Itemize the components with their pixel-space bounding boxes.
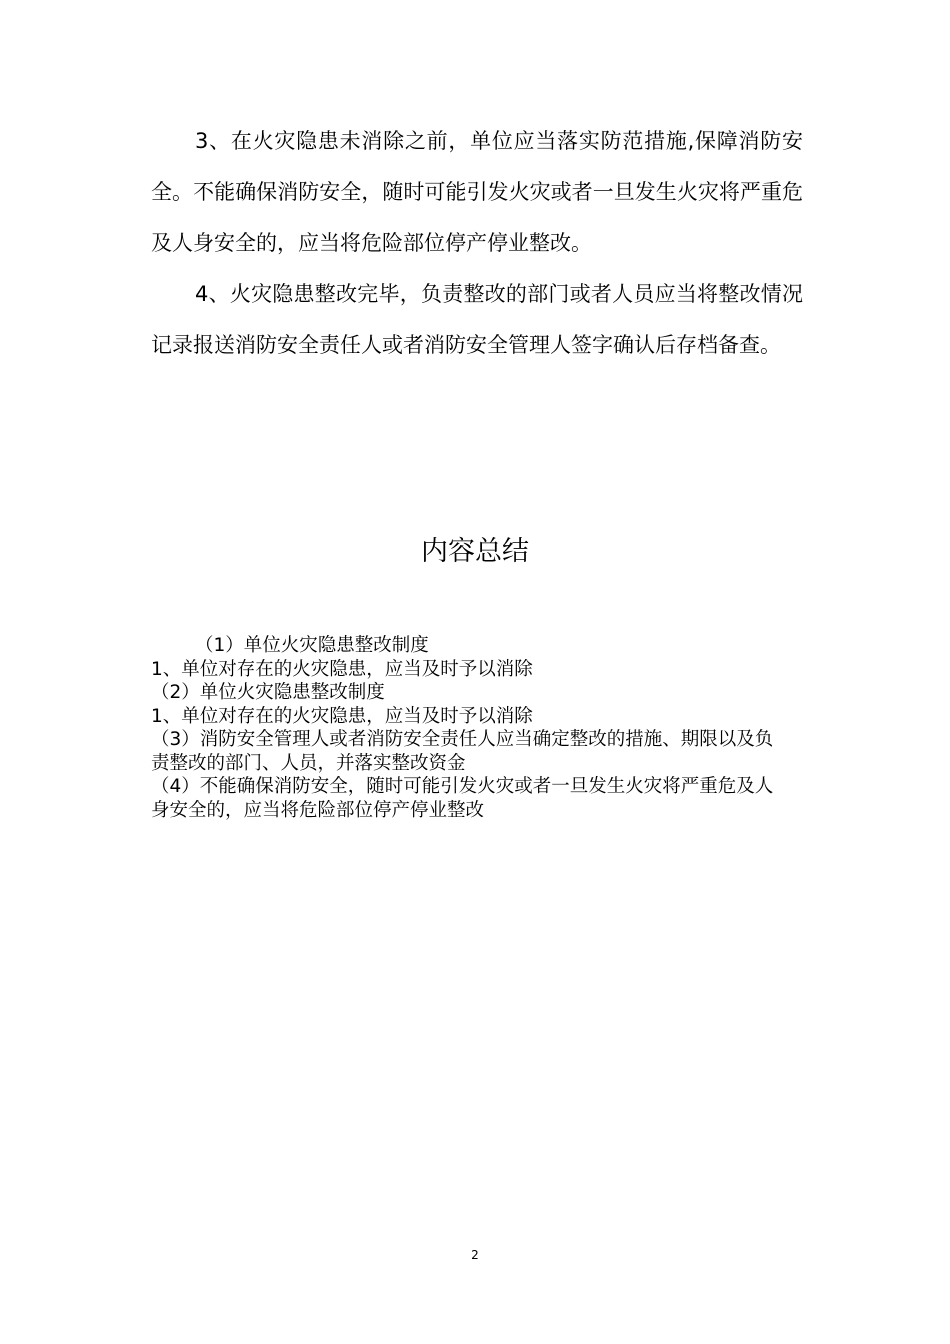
summary-line: （2）单位火灾隐患整改制度 — [151, 682, 385, 703]
summary-line: （3）消防安全管理人或者消防安全责任人应当确定整改的措施、期限以及负责整改的部门、人员，并落实整改资金 — [151, 729, 774, 774]
paragraph-3: 3、在火灾隐患未消除之前，单位应当落实防范措施,保障消防安全。不能确保消防安全，随时可能引发火灾或者一旦发生火灾将严重危及人身安全的，应当将危险部位停产停业整改。 — [151, 129, 803, 255]
summary-list — [151, 634, 791, 822]
body-text — [151, 116, 803, 371]
summary-line: （1）单位火灾隐患整改制度 — [195, 635, 429, 656]
summary-title: 内容总结 — [421, 536, 529, 567]
summary-line: （4）不能确保消防安全，随时可能引发火灾或者一旦发生火灾将严重危及人身安全的，应当将危险部位停产停业整改 — [151, 776, 774, 821]
page-number: 2 — [471, 1248, 479, 1262]
summary-line: 1、单位对存在的火灾隐患，应当及时予以消除 — [151, 658, 533, 680]
summary-line: 1、单位对存在的火灾隐患，应当及时予以消除 — [151, 705, 533, 727]
paragraph-4: 4、火灾隐患整改完毕，负责整改的部门或者人员应当将整改情况记录报送消防安全责任人或者消防安全管理人签字确认后存档备查。 — [151, 282, 803, 357]
